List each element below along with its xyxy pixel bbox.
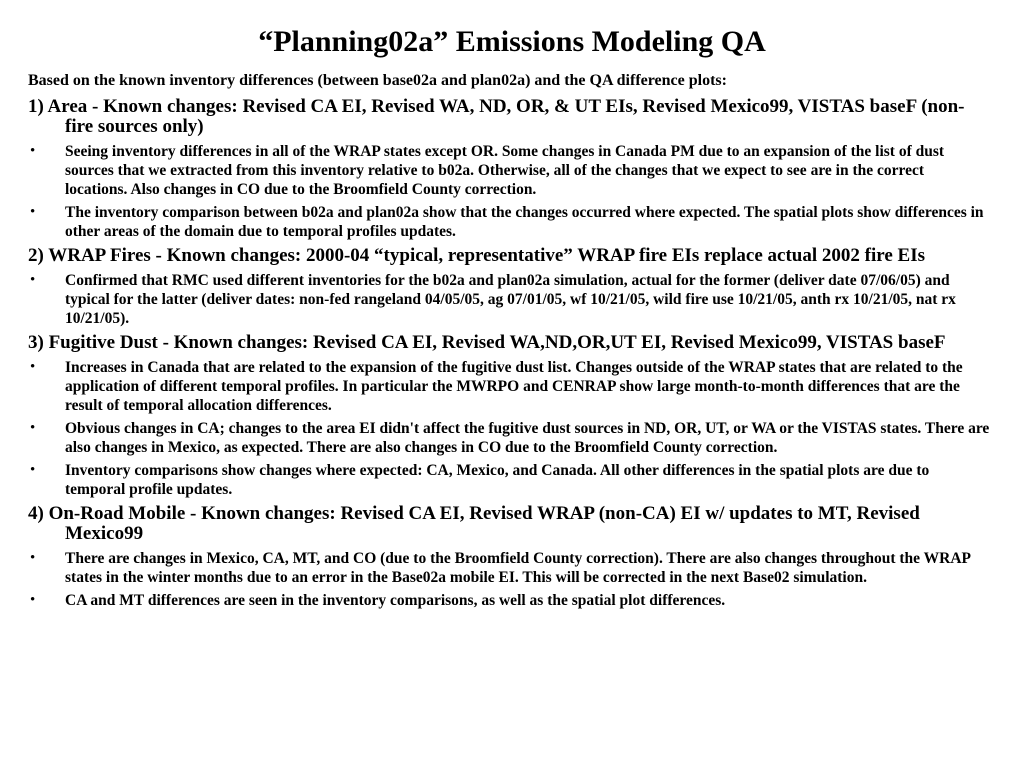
- bullet-item: [28, 461, 990, 499]
- bullet-dot-icon: •: [30, 420, 36, 436]
- bullet-item: [28, 142, 990, 199]
- bullet-dot-icon: •: [30, 272, 36, 288]
- section-heading: 3) Fugitive Dust - Known changes: Revised CA EI, Revised WA,ND,OR,UT EI, Revised Mexico99, VISTAS baseF: [28, 332, 946, 353]
- section-wrap-fires: [28, 246, 990, 328]
- slide-title: “Planning02a” Emissions Modeling QA: [258, 25, 766, 58]
- bullet-text: CA and MT differences are seen in the inventory comparisons, as well as the spatial plot differences.: [65, 592, 726, 609]
- section-on-road-mobile: [28, 504, 990, 610]
- section-heading: 4) On-Road Mobile - Known changes: Revised CA EI, Revised WRAP (non-CA) EI w/ updates to MT, Revised Mexico99: [28, 503, 920, 544]
- bullet-list: [28, 142, 990, 241]
- bullet-text: Inventory comparisons show changes where expected: CA, Mexico, and Canada. All other differences in the spatial plots are due to temporal profile updates.: [65, 462, 930, 498]
- bullet-text: Increases in Canada that are related to the expansion of the fugitive dust list. Changes outside of the WRAP states that are related to the application of different temporal profiles. In particular the MWRPO and CENRAP show large month-to-month differences that are the result of temporal allocation differences.: [65, 359, 963, 414]
- bullet-item: [28, 271, 990, 328]
- bullet-list: [28, 271, 990, 328]
- bullet-text: Seeing inventory differences in all of the WRAP states except OR. Some changes in Canada PM due to an expansion of the list of dust sources that we extracted from this inventory relative to b02a. Otherwise, all of the changes that we expect to see are in the correct locations. Also changes in CO due to the Broomfield County correction.: [65, 143, 945, 198]
- slide-content: [28, 72, 990, 615]
- bullet-item: [28, 203, 990, 241]
- intro-text: Based on the known inventory differences (between base02a and plan02a) and the QA difference plots:: [28, 72, 727, 89]
- bullet-dot-icon: •: [30, 359, 36, 375]
- section-fugitive-dust: [28, 333, 990, 499]
- bullet-dot-icon: •: [30, 550, 36, 566]
- bullet-dot-icon: •: [30, 462, 36, 478]
- bullet-item: [28, 358, 990, 415]
- bullet-text: The inventory comparison between b02a and plan02a show that the changes occurred where expected. The spatial plots show differences in other areas of the domain due to temporal profiles updates.: [65, 204, 984, 240]
- bullet-list: [28, 549, 990, 610]
- bullet-dot-icon: •: [30, 592, 36, 608]
- bullet-dot-icon: •: [30, 204, 36, 220]
- bullet-item: [28, 549, 990, 587]
- bullet-text: Obvious changes in CA; changes to the area EI didn't affect the fugitive dust sources in ND, OR, UT, or WA or the VISTAS states. There are also changes in Mexico, as expected. There are also changes in CO due to the Broomfield County correction.: [65, 420, 990, 456]
- bullet-text: There are changes in Mexico, CA, MT, and CO (due to the Broomfield County correction). There are also changes throughout the WRAP states in the winter months due to an error in the Base02a mobile EI. This will be corrected in the next Base02 simulation.: [65, 550, 971, 586]
- bullet-item: [28, 419, 990, 457]
- section-heading: 2) WRAP Fires - Known changes: 2000-04 “typical, representative” WRAP fire EIs replace actual 2002 fire EIs: [28, 245, 925, 266]
- bullet-dot-icon: •: [30, 143, 36, 159]
- section-heading: 1) Area - Known changes: Revised CA EI, Revised WA, ND, OR, & UT EIs, Revised Mexico99, VISTAS baseF (non-fire sources only): [28, 96, 965, 137]
- bullet-item: [28, 591, 990, 610]
- bullet-list: [28, 358, 990, 499]
- bullet-text: Confirmed that RMC used different inventories for the b02a and plan02a simulation, actual for the former (deliver date 07/06/05) and typical for the latter (deliver dates: non-fed rangeland 04/05/05, ag 07/01/05, wf 10/21/05, wild fire use 10/21/05, anth rx 10/21/05, nat rx 10/21/05).: [65, 272, 956, 327]
- section-area: [28, 97, 990, 241]
